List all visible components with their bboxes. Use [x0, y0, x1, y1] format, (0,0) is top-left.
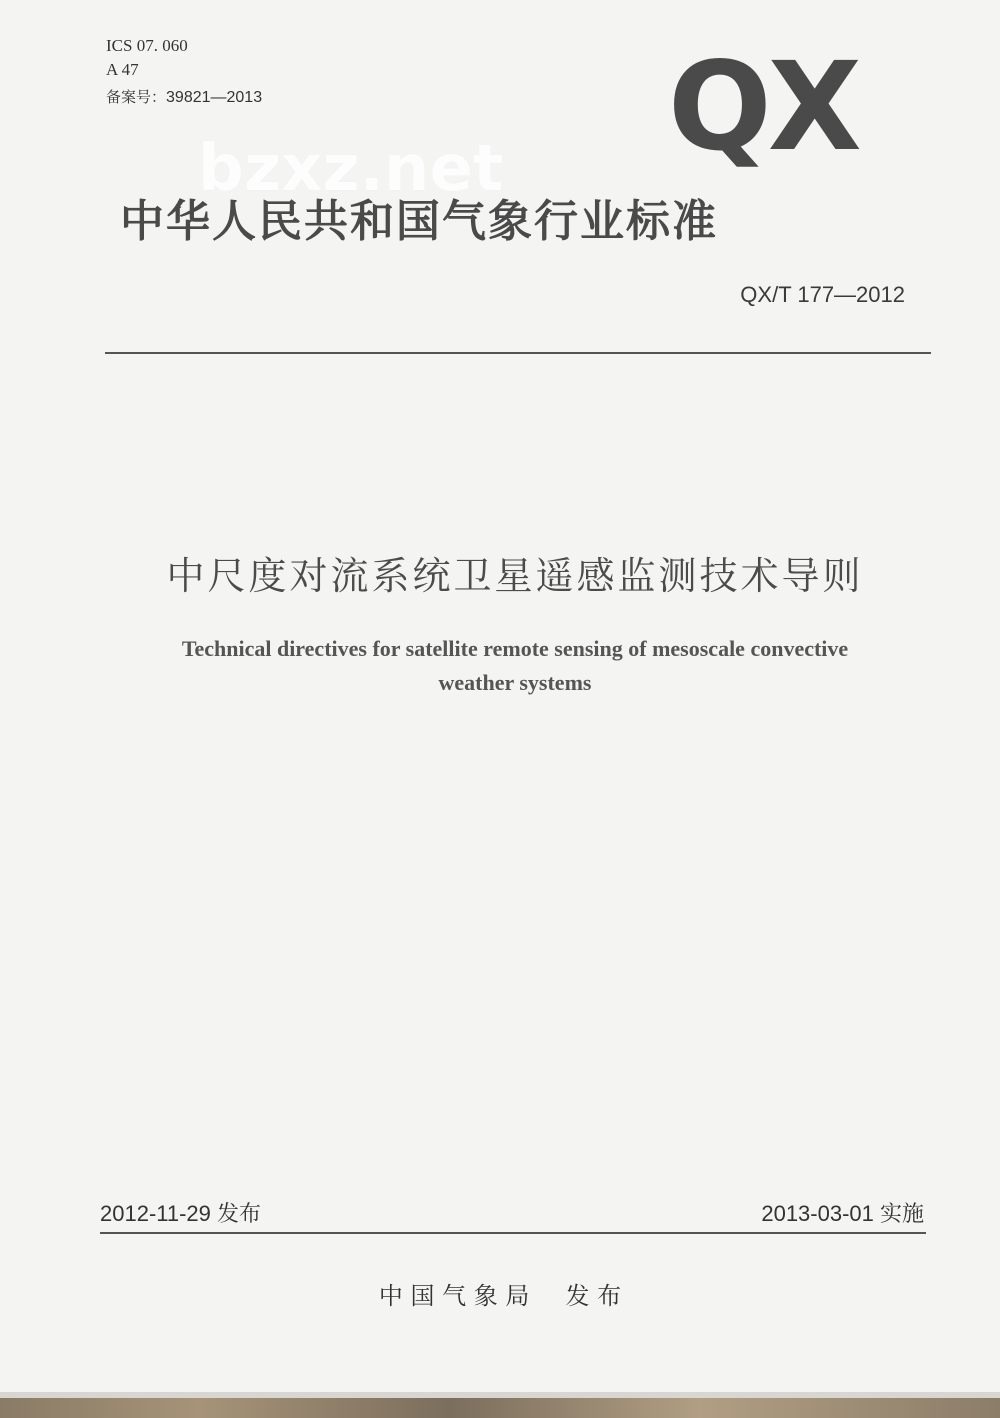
footer-divider — [100, 1232, 926, 1234]
document-title-en-line1: Technical directives for satellite remote sensing of mesoscale convective — [181, 636, 849, 661]
document-title-en-line2: weather systems — [438, 670, 592, 695]
issuer-line — [0, 1276, 1000, 1311]
document-title-cn: 中尺度对流系统卫星遥感监测技术导则 — [166, 554, 864, 598]
publish-date: 2012-11-29 发布 — [100, 1201, 262, 1226]
record-label: 备案号： — [106, 88, 167, 106]
record-number-line — [106, 85, 262, 110]
category-code: A 47 — [106, 60, 139, 79]
issuer-name: 中 国 气 象 局 — [378, 1282, 530, 1310]
record-number: 39821—2013 — [166, 89, 263, 106]
standard-number: QX/T 177—2012 — [740, 282, 905, 307]
header-divider — [105, 352, 931, 354]
document-title-en — [130, 632, 900, 700]
effective-date: 2013-03-01 实施 — [761, 1201, 924, 1226]
qx-logo: QX — [668, 36, 858, 178]
issuer-action: 发 布 — [565, 1282, 622, 1310]
scan-background-strip — [0, 1398, 1000, 1418]
standard-title: 中华人民共和国气象行业标准 — [120, 196, 718, 247]
ics-code: ICS 07. 060 — [106, 36, 188, 55]
watermark: bzxz.net — [198, 132, 504, 206]
